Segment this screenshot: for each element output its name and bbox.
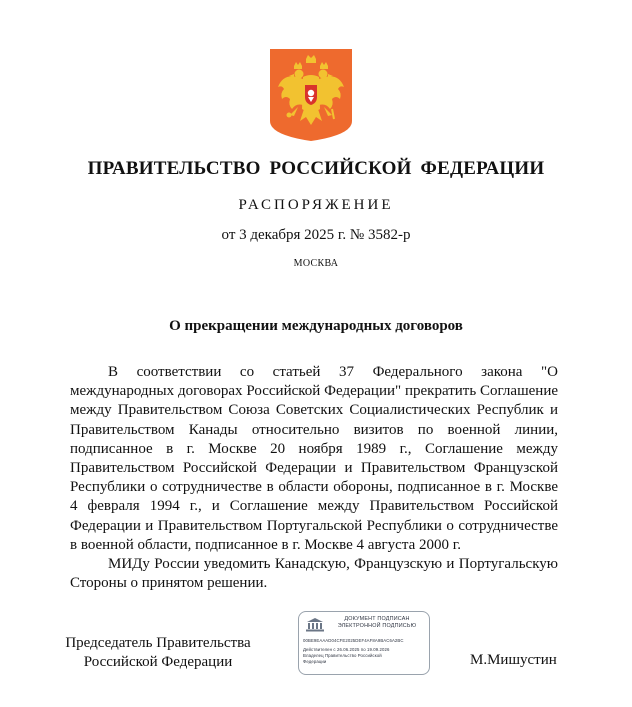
- stamp-owner-line-1: Владелец Правительство Российской: [303, 653, 382, 658]
- double-headed-eagle-icon: [270, 49, 352, 141]
- stamp-certificate: 00BE9EAAAD04CFE2025DEF4AF8A9BAC6A2BC: [303, 638, 404, 643]
- body-paragraph-2: МИДу России уведомить Канадскую, Французскую и Португальскую Стороны о принятом решении.: [70, 556, 558, 592]
- document-body: [70, 363, 558, 593]
- signatory-name: М.Мишустин: [470, 652, 557, 668]
- stamp-title-line-1: ДОКУМЕНТ ПОДПИСАН: [344, 616, 410, 622]
- document-city: МОСКВА: [293, 258, 339, 269]
- electronic-signature-stamp: [298, 611, 430, 675]
- stamp-header: [303, 615, 427, 635]
- signatory-position-line-1: Председатель Правительства: [65, 635, 251, 651]
- stamp-title: [327, 616, 427, 630]
- document-subject: О прекращении международных договоров: [169, 318, 463, 334]
- stamp-title-line-2: ЭЛЕКТРОННОЙ ПОДПИСЬЮ: [337, 623, 417, 629]
- document-type: РАСПОРЯЖЕНИЕ: [238, 197, 394, 213]
- document-date-number: от 3 декабря 2025 г. № 3582-р: [221, 227, 411, 243]
- government-building-icon: [305, 617, 325, 632]
- body-paragraph-1: В соответствии со статьей 37 Федерального закона "О международных договорах Российской Федерации" прекратить Соглашение между Правительством Союза Советских Социалистических Республик и Правительством Канады относительно визитов по военной линии, подписанное в г. Москве 20 ноября 1989 г., Соглашение между Правительством Российской Федерации и Правительством Французской Республики о сотрудничестве в области обороны, подписанное в г. Москве 4 февраля 1994 г., и Соглашение между Правительством Российской Федерации и Правительством Португальской Республики о сотрудничестве в военной области, подписанное в г. Москве 4 августа 2000 г.: [70, 364, 558, 553]
- signatory-position-line-2: Российской Федерации: [83, 654, 233, 670]
- coat-of-arms-emblem: [270, 49, 352, 141]
- stamp-owner-line-2: Федерации: [303, 659, 327, 664]
- government-title: ПРАВИТЕЛЬСТВО РОССИЙСКОЙ ФЕДЕРАЦИИ: [87, 158, 545, 179]
- stamp-validity: Действителен с 26.06.2025 по 19.09.2026: [303, 647, 390, 652]
- signatory-position: [58, 634, 258, 672]
